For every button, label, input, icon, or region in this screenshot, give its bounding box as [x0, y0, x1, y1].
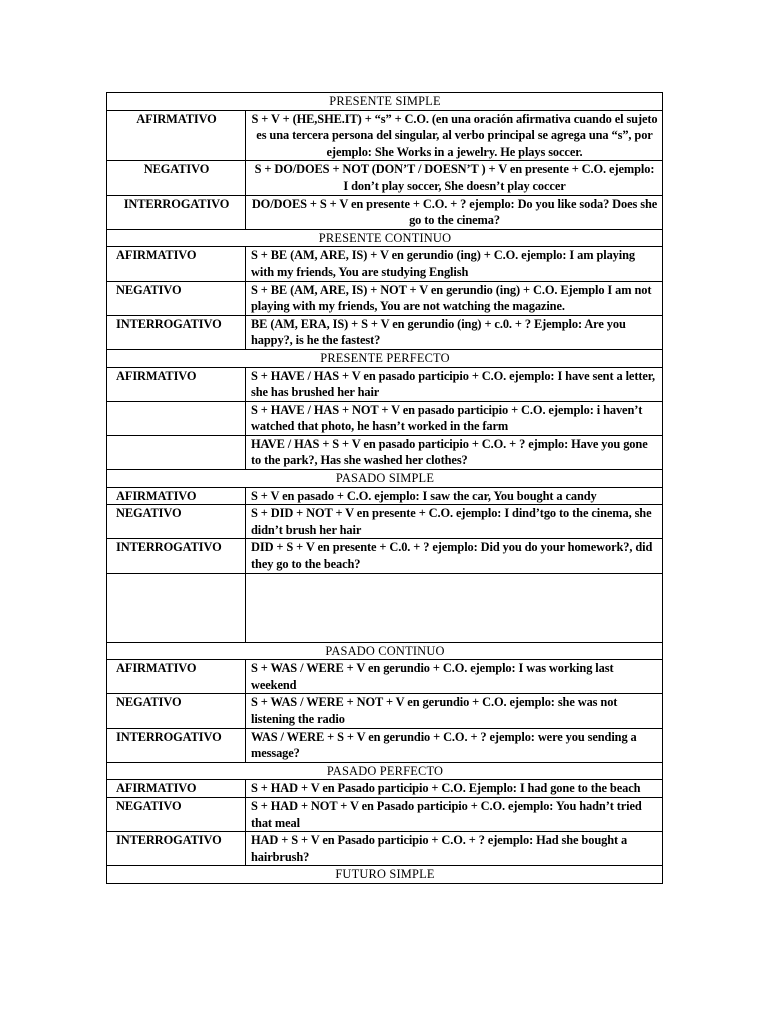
empty-cell — [107, 573, 246, 642]
table-row — [107, 401, 663, 435]
section-header-row — [107, 93, 663, 111]
section-header-row — [107, 349, 663, 367]
rule-text-cell: HAD + S + V en Pasado participio + C.O. + ? ejemplo: Had she bought a hairbrush? — [246, 832, 663, 866]
table-row — [107, 797, 663, 831]
form-label-cell: INTERROGATIVO — [107, 832, 246, 866]
rule-text-cell: BE (AM, ERA, IS) + S + V en gerundio (ing) + c.0. + ? Ejemplo: Are you happy?, is he the fastest? — [246, 315, 663, 349]
form-label-cell: INTERROGATIVO — [107, 728, 246, 762]
rule-text-cell: S + WAS / WERE + V en gerundio + C.O. ejemplo: I was working last weekend — [246, 660, 663, 694]
section-title: PASADO CONTINUO — [107, 642, 663, 660]
table-row — [107, 195, 663, 229]
section-header-row — [107, 762, 663, 780]
rule-text-cell: DID + S + V en presente + C.0. + ? ejemplo: Did you do your homework?, did they go to the beach? — [246, 539, 663, 573]
rule-text-cell: S + HAD + V en Pasado participio + C.O. Ejemplo: I had gone to the beach — [246, 780, 663, 798]
rule-text-cell: S + DO/DOES + NOT (DON’T / DOESN’T ) + V en presente + C.O. ejemplo: I don’t play soccer, She doesn’t play coccer — [246, 161, 663, 195]
section-title: PASADO SIMPLE — [107, 470, 663, 488]
table-row — [107, 505, 663, 539]
form-label-cell — [107, 435, 246, 469]
form-label-cell: AFIRMATIVO — [107, 660, 246, 694]
table-row — [107, 832, 663, 866]
section-header-row — [107, 229, 663, 247]
form-label-cell: AFIRMATIVO — [107, 110, 246, 161]
rule-text-cell: S + HAVE / HAS + NOT + V en pasado participio + C.O. ejemplo: i haven’t watched that photo, he hasn’t worked in the farm — [246, 401, 663, 435]
rule-text-cell: WAS / WERE + S + V en gerundio + C.O. + ? ejemplo: were you sending a message? — [246, 728, 663, 762]
section-header-row — [107, 470, 663, 488]
table-row — [107, 573, 663, 642]
section-header-row — [107, 866, 663, 884]
rule-text-cell: S + HAVE / HAS + V en pasado participio + C.O. ejemplo: I have sent a letter, she has brushed her hair — [246, 367, 663, 401]
section-title: FUTURO SIMPLE — [107, 866, 663, 884]
form-label-cell: NEGATIVO — [107, 161, 246, 195]
grammar-table — [106, 92, 663, 884]
form-label-cell: NEGATIVO — [107, 505, 246, 539]
rule-text-cell: S + BE (AM, ARE, IS) + V en gerundio (ing) + C.O. ejemplo: I am playing with my friends, You are studying English — [246, 247, 663, 281]
empty-cell — [246, 573, 663, 642]
table-row — [107, 487, 663, 505]
rule-text-cell: S + HAD + NOT + V en Pasado participio + C.O. ejemplo: You hadn’t tried that meal — [246, 797, 663, 831]
form-label-cell: AFIRMATIVO — [107, 247, 246, 281]
table-row — [107, 367, 663, 401]
form-label-cell: INTERROGATIVO — [107, 315, 246, 349]
form-label-cell: NEGATIVO — [107, 281, 246, 315]
form-label-cell: INTERROGATIVO — [107, 195, 246, 229]
section-title: PRESENTE SIMPLE — [107, 93, 663, 111]
rule-text-cell: S + V + (HE,SHE.IT) + “s” + C.O. (en una oración afirmativa cuando el sujeto es una tercera persona del singular, al verbo principal se agrega una “s”, por ejemplo: She Works in a jewelry. He plays soccer. — [246, 110, 663, 161]
table-row — [107, 728, 663, 762]
table-row — [107, 247, 663, 281]
section-title: PASADO PERFECTO — [107, 762, 663, 780]
form-label-cell — [107, 401, 246, 435]
form-label-cell: NEGATIVO — [107, 694, 246, 728]
form-label-cell: NEGATIVO — [107, 797, 246, 831]
rule-text-cell: S + DID + NOT + V en presente + C.O. ejemplo: I dind’tgo to the cinema, she didn’t brush her hair — [246, 505, 663, 539]
table-row — [107, 435, 663, 469]
rule-text-cell: S + V en pasado + C.O. ejemplo: I saw the car, You bought a candy — [246, 487, 663, 505]
table-body — [107, 93, 663, 884]
table-row — [107, 660, 663, 694]
table-row — [107, 780, 663, 798]
form-label-cell: AFIRMATIVO — [107, 780, 246, 798]
table-row — [107, 315, 663, 349]
rule-text-cell: S + WAS / WERE + NOT + V en gerundio + C.O. ejemplo: she was not listening the radio — [246, 694, 663, 728]
section-title: PRESENTE PERFECTO — [107, 349, 663, 367]
form-label-cell: INTERROGATIVO — [107, 539, 246, 573]
table-row — [107, 539, 663, 573]
form-label-cell: AFIRMATIVO — [107, 367, 246, 401]
table-row — [107, 694, 663, 728]
rule-text-cell: S + BE (AM, ARE, IS) + NOT + V en gerundio (ing) + C.O. Ejemplo I am not playing with my friends, You are not watching the magazine. — [246, 281, 663, 315]
table-row — [107, 281, 663, 315]
section-title: PRESENTE CONTINUO — [107, 229, 663, 247]
table-row — [107, 110, 663, 161]
section-header-row — [107, 642, 663, 660]
table-row — [107, 161, 663, 195]
form-label-cell: AFIRMATIVO — [107, 487, 246, 505]
rule-text-cell: HAVE / HAS + S + V en pasado participio + C.O. + ? ejmplo: Have you gone to the park?, Has she washed her clothes? — [246, 435, 663, 469]
rule-text-cell: DO/DOES + S + V en presente + C.O. + ? ejemplo: Do you like soda? Does she go to the cinema? — [246, 195, 663, 229]
